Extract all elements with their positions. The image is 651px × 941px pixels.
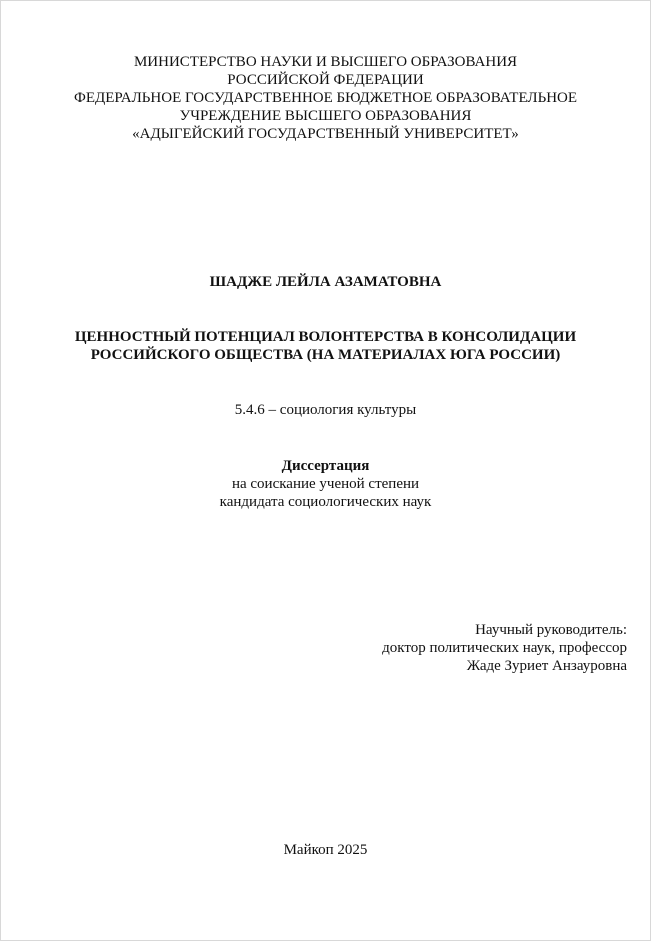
work-type-line-2: кандидата социологических наук [219,494,432,510]
header-line-university-name: «АДЫГЕЙСКИЙ ГОСУДАРСТВЕННЫЙ УНИВЕРСИТЕТ» [132,126,519,142]
work-type-heading: Диссертация [281,458,370,474]
header-line-institution-type: ФЕДЕРАЛЬНОЕ ГОСУДАРСТВЕННОЕ БЮДЖЕТНОЕ ОБРАЗОВАТЕЛЬНОЕ [73,90,578,106]
supervisor-label: Научный руководитель: [475,622,627,638]
dissertation-title-line-2: РОССИЙСКОГО ОБЩЕСТВА (НА МАТЕРИАЛАХ ЮГА РОССИИ) [90,347,561,363]
author-name: ШАДЖЕ ЛЕЙЛА АЗАМАТОВНА [209,274,442,290]
header-line-ministry: МИНИСТЕРСТВО НАУКИ И ВЫСШЕГО ОБРАЗОВАНИЯ [133,54,518,70]
work-type-line-1: на соискание ученой степени [231,476,420,492]
supervisor-degree: доктор политических наук, профессор [382,640,627,656]
specialty-code: 5.4.6 – социология культуры [234,402,417,418]
city-year: Майкоп 2025 [283,842,368,858]
supervisor-name: Жаде Зуриет Анзауровна [466,658,627,674]
header-line-federation: РОССИЙСКОЙ ФЕДЕРАЦИИ [227,72,424,88]
header-line-institution-level: УЧРЕЖДЕНИЕ ВЫСШЕГО ОБРАЗОВАНИЯ [179,108,472,124]
dissertation-title-line-1: ЦЕННОСТНЫЙ ПОТЕНЦИАЛ ВОЛОНТЕРСТВА В КОНСОЛИДАЦИИ [74,329,577,345]
